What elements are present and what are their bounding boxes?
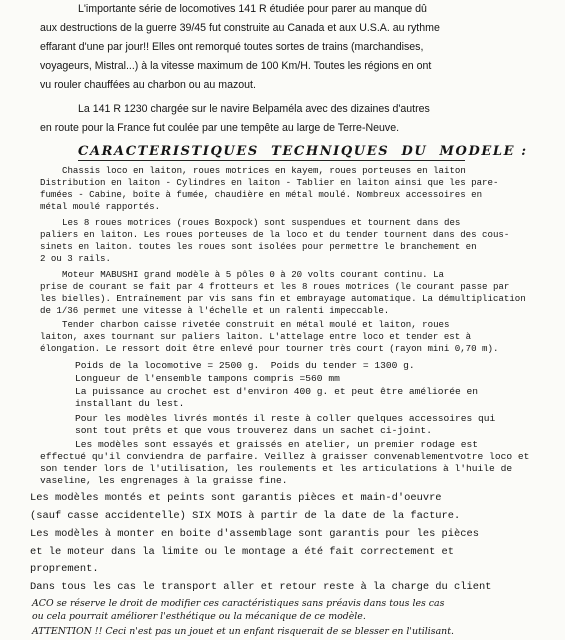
- tech-line: son tender lors de l'utilisation, les roulements et les articulations à l'huile de: [40, 463, 513, 474]
- tech-line: sont tout prêts et que vous trouverez dans un sachet ci-joint.: [75, 425, 432, 436]
- tech-line: Pour les modèles livrés montés il reste à coller quelques accessoires qui: [75, 413, 496, 424]
- tech-line: effectué qu'il conviendra de parfaire. Veillez à graisser convenablementvotre loco et: [40, 451, 530, 462]
- notice-line: ACO se réserve le droit de modifier ces caractéristiques sans préavis dans tous les cas: [32, 598, 445, 609]
- intro-line: aux destructions de la guerre 39/45 fut construite au Canada et aux U.S.A. au rythme: [40, 22, 440, 34]
- heading-underline: [78, 160, 465, 161]
- notice-line: ATTENTION !! Ceci n'est pas un jouet et un enfant risquerait de se blesser en l'utilisant.: [32, 626, 454, 637]
- intro-line: effarant d'une par jour!! Elles ont remorqué toutes sortes de trains (marchandises,: [40, 41, 424, 53]
- tech-line: paliers en laiton. Les roues porteuses de la loco et du tender tournent dans des cous-: [40, 229, 510, 240]
- section-heading: CARACTERISTIQUES TECHNIQUES DU MODELE :: [78, 144, 528, 159]
- tech-line: laiton, axes tournant sur paliers laiton. L'attelage entre loco et tender est à: [40, 331, 472, 342]
- guarantee-line: et le moteur dans la limite ou le montage a été fait correctement et: [30, 546, 455, 558]
- intro-line: La 141 R 1230 chargée sur le navire Belpaméla avec des dizaines d'autres: [78, 103, 430, 115]
- guarantee-line: Dans tous les cas le transport aller et retour reste à la charge du client: [30, 581, 492, 593]
- intro-line: vu rouler chauffées au charbon ou au mazout.: [40, 79, 256, 91]
- notice-line: ou cela pourrait améliorer l'esthétique ou la mécanique de ce modèle.: [32, 611, 366, 622]
- tech-line: les bielles). Entraînement par vis sans fin et embrayage automatique. La démultiplication: [40, 293, 526, 304]
- tech-line: Les 8 roues motrices (roues Boxpock) sont suspendues et tournent dans des: [62, 217, 461, 228]
- tech-line: installant du lest.: [75, 398, 185, 409]
- intro-line: L'importante série de locomotives 141 R étudiée pour parer au manque dû: [78, 3, 427, 15]
- tech-line: Chassis loco en laiton, roues motrices en kayem, roues porteuses en laiton: [62, 165, 466, 176]
- tech-line: prise de courant se fait par 4 frotteurs et les 8 roues motrices (le courant passe par: [40, 281, 510, 292]
- tech-line: Tender charbon caisse rivetée construit en métal moulé et laiton, roues: [62, 319, 450, 330]
- tech-line: Distribution en laiton - Cylindres en laiton - Tablier en laiton ainsi que les pare-: [40, 177, 499, 188]
- tech-line: vaseline, les engrenages à la graisse fine.: [40, 475, 288, 486]
- guarantee-line: (sauf casse accidentelle) SIX MOIS à partir de la date de la facture.: [30, 510, 461, 522]
- intro-line: en route pour la France fut coulée par une tempête au large de Terre-Neuve.: [40, 122, 400, 134]
- guarantee-line: Les modèles montés et peints sont garantis pièces et main-d'oeuvre: [30, 492, 442, 504]
- tech-line: sinets en laiton. toutes les roues sont isolées pour permettre le branchement en: [40, 241, 477, 252]
- guarantee-line: proprement.: [30, 563, 99, 575]
- tech-line: Les modèles sont essayés et graissés en atelier, un premier rodage est: [75, 439, 479, 450]
- tech-line: de 1/36 permet une vitesse à l'échelle et un ralenti impeccable.: [40, 305, 390, 316]
- tech-line: Longueur de l'ensemble tampons compris =560 mm: [75, 373, 340, 384]
- tech-line: Moteur MABUSHI grand modèle à 5 pôles 0 à 20 volts courant continu. La: [62, 269, 444, 280]
- intro-line: voyageurs, Mistral...) à la vitesse maximum de 100 Km/H. Toutes les régions en ont: [40, 60, 432, 72]
- tech-line: 2 ou 3 rails.: [40, 253, 111, 264]
- tech-line: métal moulé rapportés.: [40, 201, 161, 212]
- tech-line: La puissance au crochet est d'environ 400 g. et peut être améliorée en: [75, 386, 479, 397]
- tech-line: élongation. Le ressort doit être enlevé pour tourner très court (rayon mini 0,70 m).: [40, 343, 499, 354]
- tech-line: Poids de la locomotive = 2500 g. Poids du tender = 1300 g.: [75, 360, 415, 371]
- guarantee-line: Les modèles à monter en boite d'assemblage sont garantis pour les pièces: [30, 528, 479, 540]
- tech-line: fumées - Cabine, boîte à fumée, chaudière en métal moulé. Nombreux accessoires en: [40, 189, 483, 200]
